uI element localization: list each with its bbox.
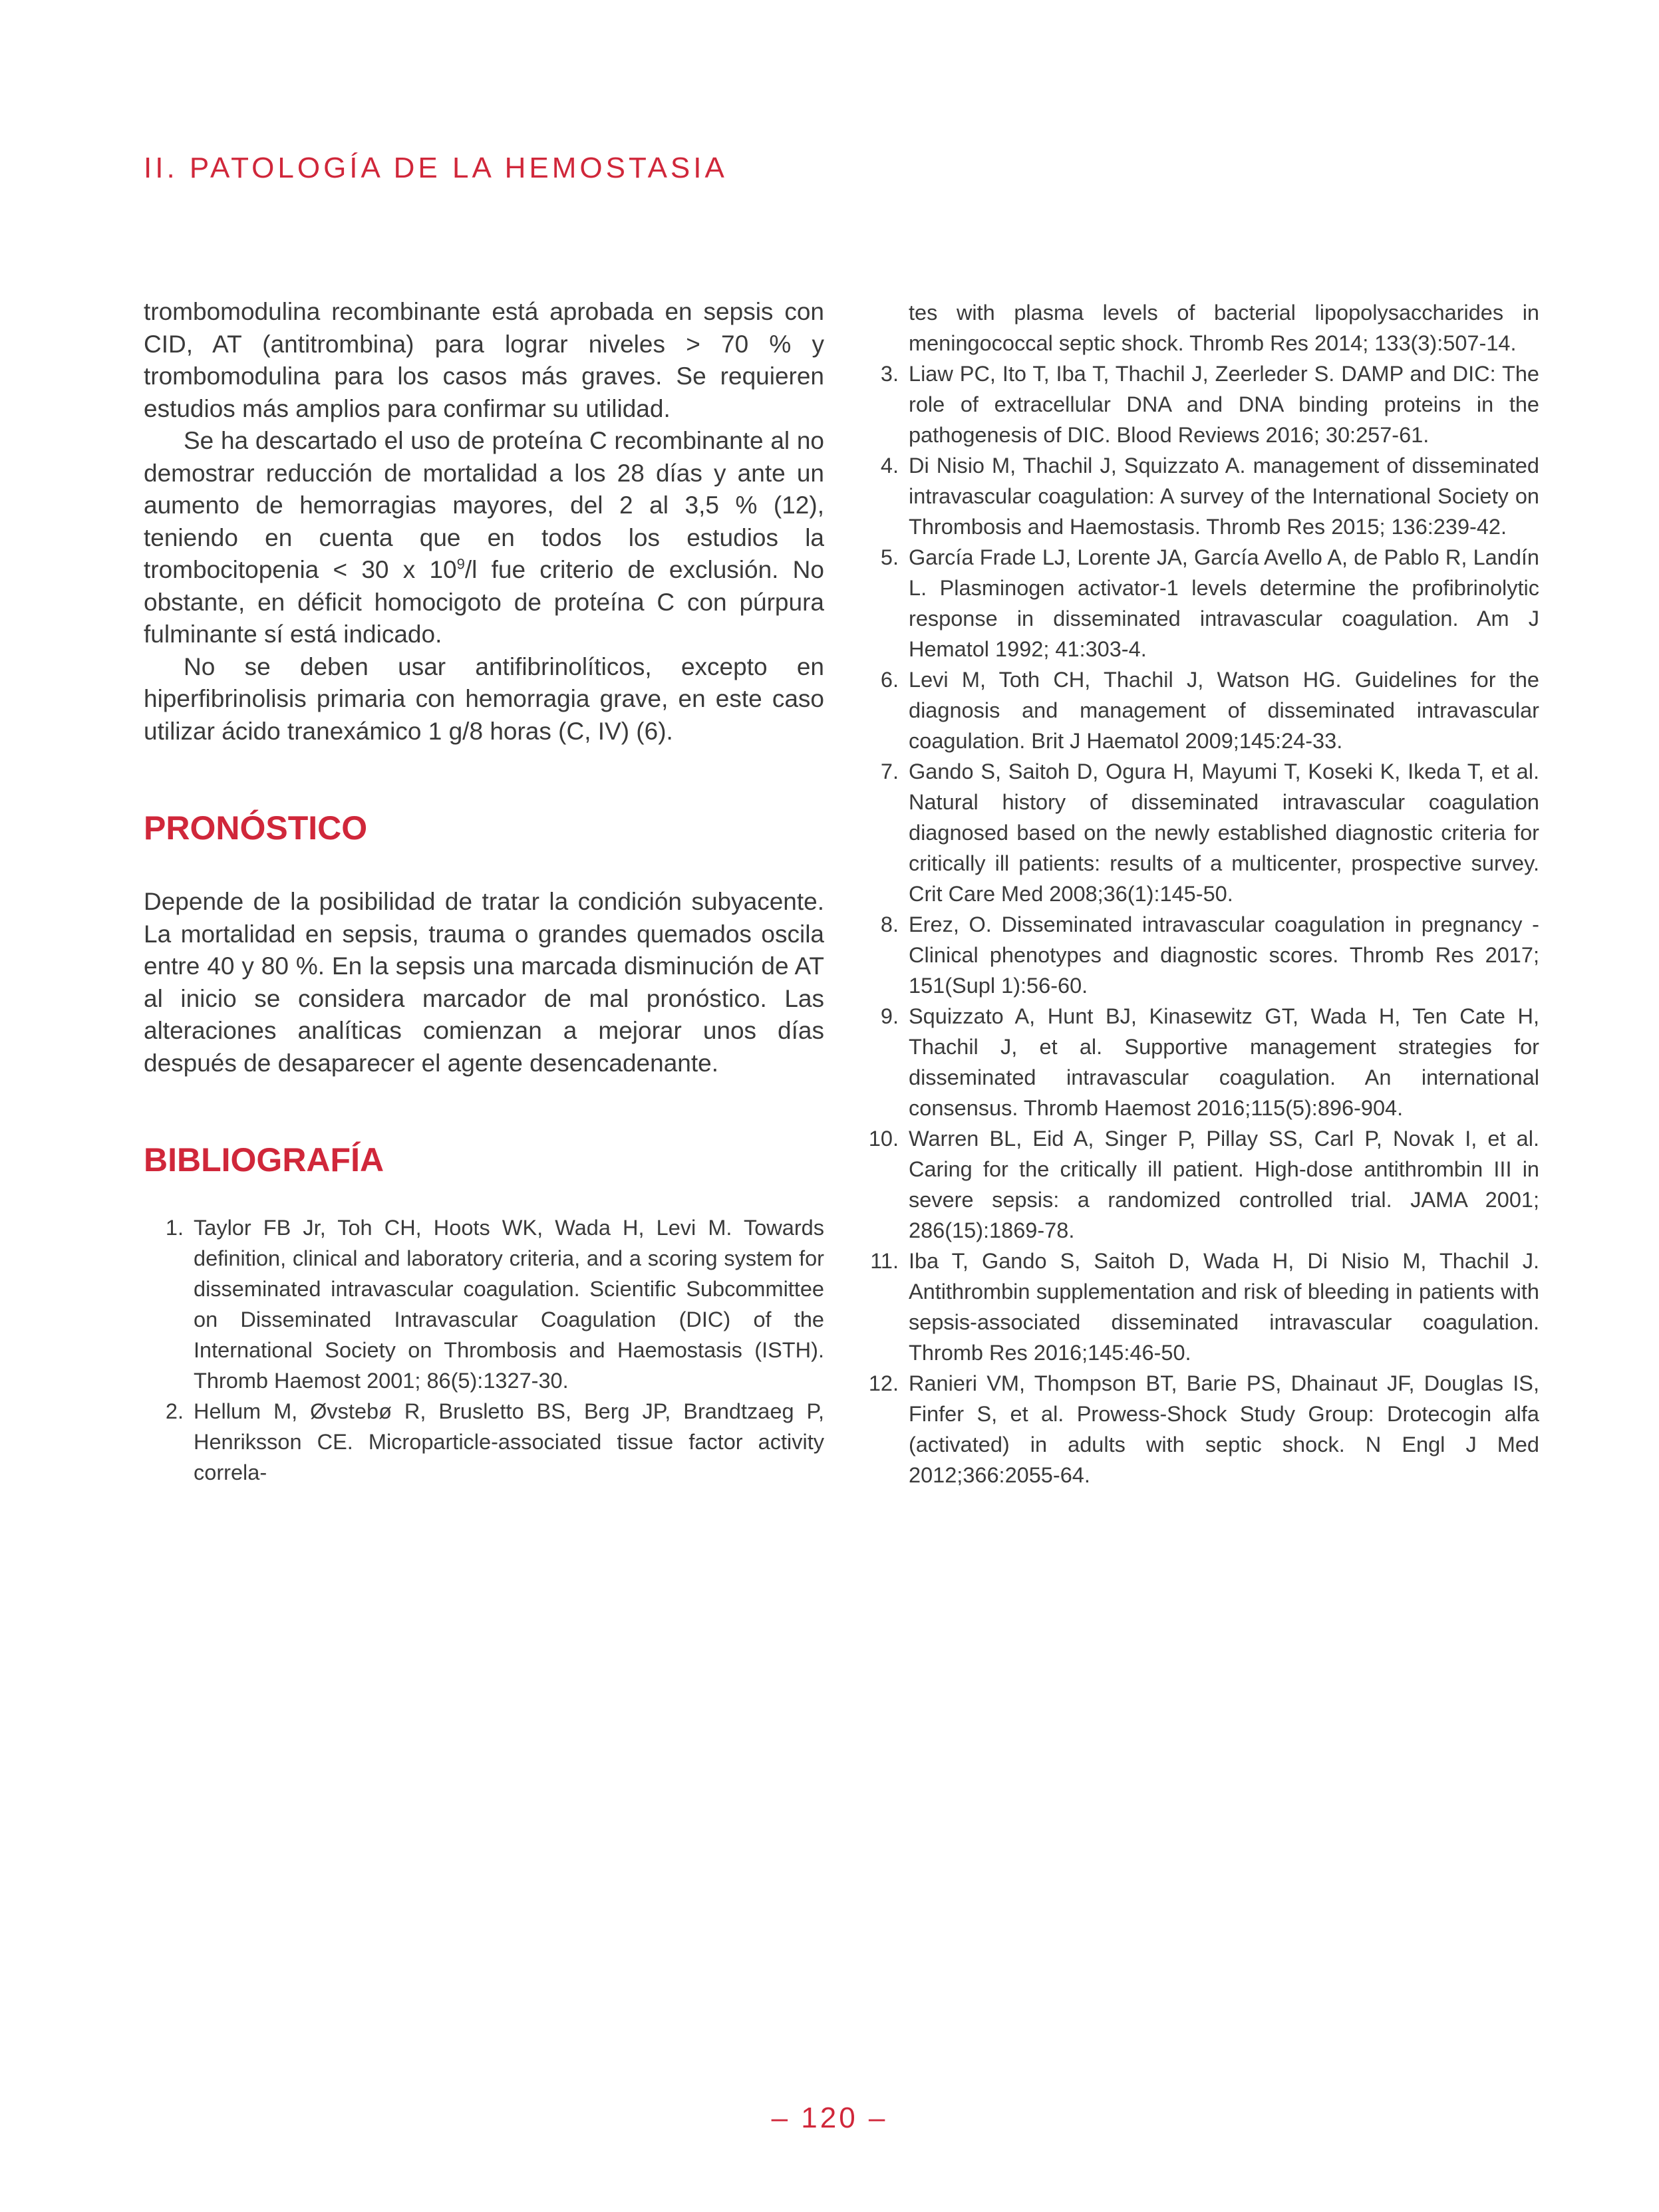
reference-text: Taylor FB Jr, Toh CH, Hoots WK, Wada H, Levi M. Towards definition, clinical and laboratory criteria, and a scoring system for disseminated intravascular coagulation. Scientific Subcommittee on Disseminated Intravascular Coagulation (DIC) of the International Society on Thrombosis and Haemostasis (ISTH). Thromb Haemost 2001; 86(5):1327-30. xyxy=(194,1216,824,1393)
reference-list xyxy=(859,297,1539,1490)
reference-text: Di Nisio M, Thachil J, Squizzato A. management of disseminated intravascular coagulation: A survey of the International Society on Thrombosis and Haemostasis. Thromb Res 2015; 136:239-42. xyxy=(909,454,1539,539)
page-number: – 120 – xyxy=(771,2102,888,2134)
paragraph xyxy=(144,425,824,651)
reference-text: García Frade LJ, Lorente JA, García Avello A, de Pablo R, Landín L. Plasminogen activator-1 levels determine the profibrinolytic response in disseminated intravascular coagulation. Am J Hematol 1992; 41:303-4. xyxy=(909,545,1539,661)
reference-text: tes with plasma levels of bacterial lipopolysaccharides in meningococcal septic shock. Thromb Res 2014; 133(3):507-14. xyxy=(909,301,1539,355)
reference-text: Squizzato A, Hunt BJ, Kinasewitz GT, Wada H, Ten Cate H, Thachil J, et al. Supportive management strategies for disseminated intravascular coagulation. An international consensus. Thromb Haemost 2016;115(5):896-904. xyxy=(909,1004,1539,1120)
paragraph: Depende de la posibilidad de tratar la condición subyacente. La mortalidad en sepsis, trauma o grandes quemados oscila entre 40 y 80 %. En la sepsis una marcada disminución de AT al inicio se considera marcador de mal pronóstico. Las alteraciones analíticas comienzan a mejorar unos días después de desaparecer el agente desencadenante. xyxy=(144,888,824,1077)
reference-item xyxy=(859,909,1539,1001)
reference-item xyxy=(859,1246,1539,1368)
reference-item xyxy=(859,756,1539,909)
reference-text: Gando S, Saitoh D, Ogura H, Mayumi T, Koseki K, Ikeda T, et al. Natural history of disseminated intravascular coagulation diagnosed based on the newly established diagnostic criteria for critically ill patients: results of a multicenter, prospective survey. Crit Care Med 2008;36(1):145-50. xyxy=(909,760,1539,906)
reference-text: Erez, O. Disseminated intravascular coagulation in pregnancy - Clinical phenotypes and diagnostic scores. Thromb Res 2017; 151(Supl 1):56-60. xyxy=(909,912,1539,998)
reference-text: Liaw PC, Ito T, Iba T, Thachil J, Zeerleder S. DAMP and DIC: The role of extracellular DNA and DNA binding proteins in the pathogenesis of DIC. Blood Reviews 2016; 30:257-61. xyxy=(909,362,1539,447)
reference-item xyxy=(859,1368,1539,1490)
reference-item xyxy=(859,1001,1539,1123)
reference-item xyxy=(859,450,1539,542)
reference-text: Iba T, Gando S, Saitoh D, Wada H, Di Nisio M, Thachil J. Antithrombin supplementation and risk of bleeding in patients with sepsis-associated disseminated intravascular coagulation. Thromb Res 2016;145:46-50. xyxy=(909,1249,1539,1365)
reference-item xyxy=(859,1123,1539,1246)
running-head: II. PATOLOGÍA DE LA HEMOSTASIA xyxy=(144,152,728,184)
reference-item xyxy=(144,1396,824,1488)
reference-number: 6. xyxy=(880,668,899,692)
reference-item xyxy=(859,358,1539,450)
superscript: 9 xyxy=(456,555,465,573)
reference-number: 4. xyxy=(880,454,899,478)
paragraph-text: /l fue criterio de exclusión. No obstante, en déficit homocigoto de proteína C con púrpura fulminante sí está indicado. xyxy=(144,556,824,648)
reference-number: 8. xyxy=(880,912,899,936)
paragraph: No se deben usar antifibrinolíticos, excepto en hiperfibrinolisis primaria con hemorragia grave, en este caso utilizar ácido tranexámico 1 g/8 horas (C, IV) (6). xyxy=(144,652,824,745)
right-column xyxy=(859,297,1539,1490)
section-heading-bibliografia: BIBLIOGRAFÍA xyxy=(144,1141,384,1178)
reference-text: Ranieri VM, Thompson BT, Barie PS, Dhainaut JF, Douglas IS, Finfer S, et al. Prowess-Shock Study Group: Drotecogin alfa (activated) in adults with septic shock. N Engl J Med 2012;366:2055-64. xyxy=(909,1371,1539,1487)
paragraph: trombomodulina recombinante está aprobada en sepsis con CID, AT (antitrombina) para lograr niveles > 70 % y trombomodulina para los casos más graves. Se requieren estudios más amplios para confirmar su utilidad. xyxy=(144,298,824,422)
reference-list xyxy=(144,1212,824,1488)
reference-item xyxy=(859,297,1539,358)
reference-number: 3. xyxy=(880,362,899,386)
reference-number: 7. xyxy=(880,760,899,783)
reference-number: 11. xyxy=(870,1249,899,1273)
reference-number: 5. xyxy=(880,545,899,569)
reference-text: Levi M, Toth CH, Thachil J, Watson HG. Guidelines for the diagnosis and management of disseminated intravascular coagulation. Brit J Haematol 2009;145:24-33. xyxy=(909,668,1539,753)
left-column xyxy=(144,296,824,1488)
reference-text: Hellum M, Øvstebø R, Brusletto BS, Berg JP, Brandtzaeg P, Henriksson CE. Microparticle-associated tissue factor activity correla- xyxy=(194,1399,824,1484)
reference-item xyxy=(859,542,1539,664)
reference-number: 9. xyxy=(880,1004,899,1028)
paragraph-text: Se ha descartado el uso de proteína C recombinante al no demostrar reducción de mortalidad a los 28 días y ante un aumento de hemorragias mayores, del 2 al 3,5 % (12), teniendo en cuenta que en todos los estudios la trombocitopenia < 30 x 10 xyxy=(144,427,824,583)
reference-item xyxy=(144,1212,824,1396)
reference-number: 2. xyxy=(165,1399,184,1423)
section-heading-pronostico: PRONÓSTICO xyxy=(144,809,368,847)
reference-number: 10. xyxy=(868,1127,899,1151)
reference-item xyxy=(859,664,1539,756)
reference-number: 1. xyxy=(165,1216,184,1240)
reference-text: Warren BL, Eid A, Singer P, Pillay SS, Carl P, Novak I, et al. Caring for the critically ill patient. High-dose antithrombin III in severe sepsis: a randomized controlled trial. JAMA 2001; 286(15):1869-78. xyxy=(909,1127,1539,1242)
reference-number: 12. xyxy=(868,1371,899,1395)
